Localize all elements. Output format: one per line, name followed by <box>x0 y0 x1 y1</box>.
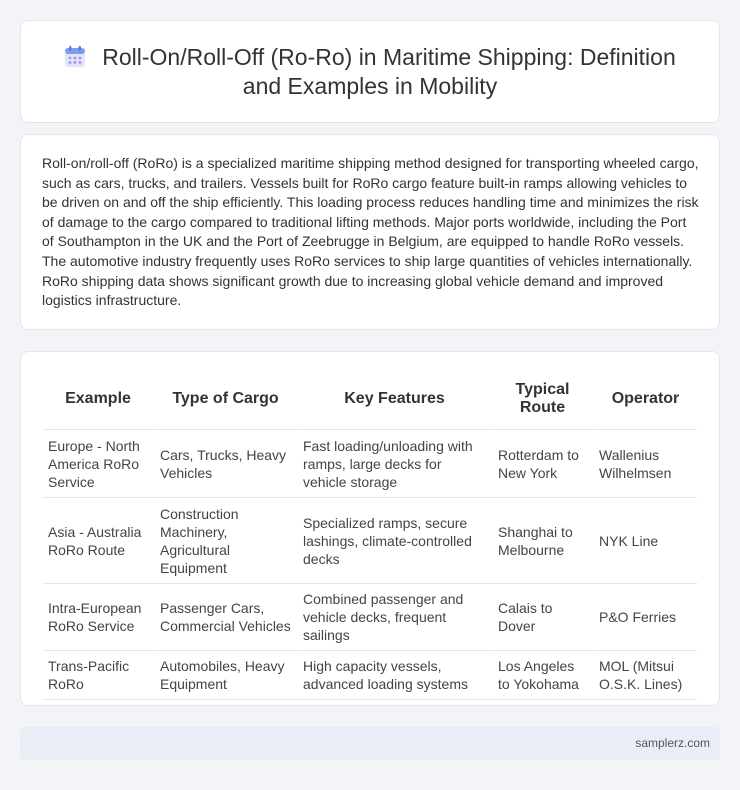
cell-example: Europe - North America RoRo Service <box>43 430 153 498</box>
column-header-typical-route: Typical Route <box>491 368 592 430</box>
cell-example: Trans-Pacific RoRo <box>43 651 153 700</box>
page-title <box>21 43 719 101</box>
header-inner <box>21 43 719 101</box>
cell-example: Intra-European RoRo Service <box>43 584 153 651</box>
cell-type-of-cargo: Automobiles, Heavy Equipment <box>153 651 296 700</box>
column-header-type-of-cargo: Type of Cargo <box>153 368 296 430</box>
table-header-row <box>43 368 697 430</box>
cell-key-features: High capacity vessels, advanced loading systems <box>296 651 491 700</box>
cell-type-of-cargo: Cars, Trucks, Heavy Vehicles <box>153 430 296 498</box>
calendar-icon <box>64 46 86 68</box>
column-header-operator: Operator <box>592 368 697 430</box>
cell-operator: NYK Line <box>592 498 697 584</box>
cell-key-features: Combined passenger and vehicle decks, frequent sailings <box>296 584 491 651</box>
intro-card <box>20 134 720 330</box>
cell-key-features: Fast loading/unloading with ramps, large decks for vehicle storage <box>296 430 491 498</box>
cell-type-of-cargo: Construction Machinery, Agricultural Equipment <box>153 498 296 584</box>
column-header-example: Example <box>43 368 153 430</box>
ro-ro-examples-table <box>43 368 697 700</box>
cell-typical-route: Calais to Dover <box>491 584 592 651</box>
cell-example: Asia - Australia RoRo Route <box>43 498 153 584</box>
cell-typical-route: Los Angeles to Yokohama <box>491 651 592 700</box>
cell-typical-route: Shanghai to Melbourne <box>491 498 592 584</box>
cell-operator: Wallenius Wilhelmsen <box>592 430 697 498</box>
table-row <box>43 430 697 498</box>
table-card <box>20 351 720 706</box>
footer-site-link[interactable]: samplerz.com <box>635 736 710 750</box>
cell-operator: P&O Ferries <box>592 584 697 651</box>
table-row <box>43 498 697 584</box>
page-title-text: Roll-On/Roll-Off (Ro-Ro) in Maritime Shipping: Definition and Examples in Mobility <box>102 44 676 99</box>
cell-typical-route: Rotterdam to New York <box>491 430 592 498</box>
table-row <box>43 584 697 651</box>
cell-operator: MOL (Mitsui O.S.K. Lines) <box>592 651 697 700</box>
table-row <box>43 651 697 700</box>
column-header-key-features: Key Features <box>296 368 491 430</box>
cell-key-features: Specialized ramps, secure lashings, climate-controlled decks <box>296 498 491 584</box>
footer-bar <box>20 727 720 760</box>
header-card <box>20 20 720 123</box>
intro-paragraph: Roll-on/roll-off (RoRo) is a specialized maritime shipping method designed for transporting wheeled cargo, such as cars, trucks, and trailers. Vessels built for RoRo cargo feature built-in ramps allowing vehicles to be driven on and off the ship efficiently. This loading process reduces handling time and minimizes the risk of damage to the cargo compared to traditional lifting methods. Major ports worldwide, including the Port of Southampton in the UK and the Port of Zeebrugge in Belgium, are equipped to handle RoRo vessels. The automotive industry frequently uses RoRo services to ship large quantities of vehicles internationally. RoRo shipping data shows significant growth due to increasing global vehicle demand and improved logistics infrastructure. <box>42 155 699 309</box>
cell-type-of-cargo: Passenger Cars, Commercial Vehicles <box>153 584 296 651</box>
